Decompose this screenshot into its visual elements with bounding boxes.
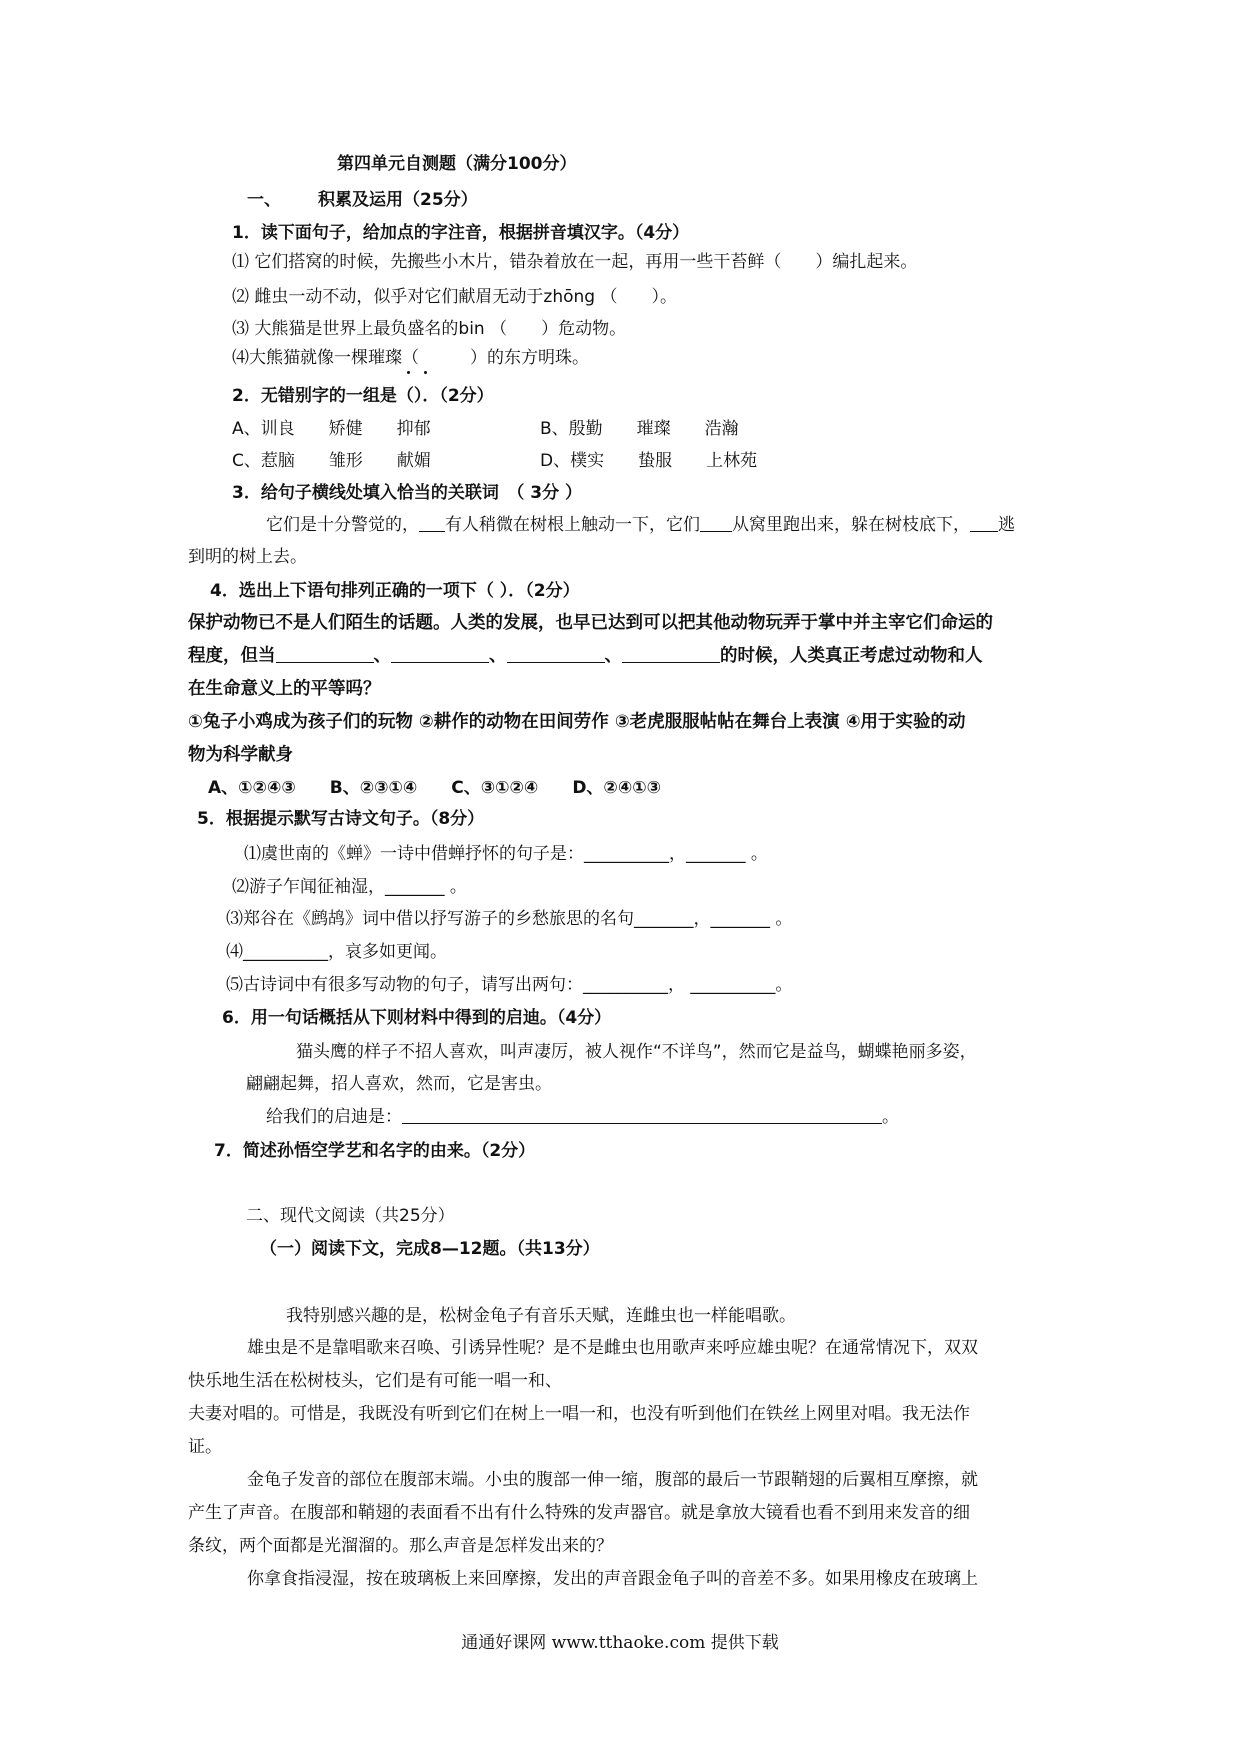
q4-stem: 4．选出上下语句排列正确的一项下（ ）．（2分）	[210, 581, 580, 601]
q7-stem: 7．简述孙悟空学艺和名字的由来。（2分）	[214, 1141, 536, 1161]
passage-p2-line2: 快乐地生活在松树枝头，它们是有可能一唱一和、	[188, 1371, 562, 1391]
q1-item-3: ⑶ 大熊猫是世界上最负盛名的bin （ ）危动物。	[232, 319, 627, 339]
q3-text-2: 有人稍微在树根上触动一下，它们	[445, 515, 700, 535]
q5-item-5: ⑸古诗词中有很多写动物的句子，请写出两句：__________， __________。	[226, 975, 793, 995]
page-title: 第四单元自测题（满分100分）	[337, 154, 577, 174]
q1-item-2: ⑵ 雌虫一动不动，似乎对它们献眉无动于zhōng （ ）。	[232, 287, 677, 307]
q6-answer-end: 。	[882, 1107, 899, 1127]
q3-blank-1[interactable]	[419, 515, 445, 532]
q4-text-start: 程度，但当	[188, 646, 276, 666]
q4-blank-3[interactable]	[507, 646, 605, 663]
q2-option-b: B、殷勤 璀璨 浩瀚	[540, 419, 739, 439]
emphasis-dot	[424, 371, 427, 374]
q4-blank-4[interactable]	[622, 646, 720, 663]
section-2-heading: 二、现代文阅读（共25分）	[246, 1206, 455, 1226]
section-2-subheading: （一）阅读下文，完成8—12题。（共13分）	[260, 1239, 600, 1259]
passage-p4-line1: 你拿食指浸湿，按在玻璃板上来回摩擦，发出的声音跟金龟子叫的音差不多。如果用橡皮在玻璃上	[247, 1569, 978, 1589]
q1-item-1: ⑴ 它们搭窝的时候，先搬些小木片，错杂着放在一起，再用一些干苔鲜（ ）编扎起来。	[232, 252, 918, 272]
q5-stem: 5．根据提示默写古诗文句子。（8分）	[197, 809, 485, 829]
q4-passage-line2	[188, 645, 983, 667]
q5-item-1: ⑴虞世南的《蝉》一诗中借蝉抒怀的句子是：__________，_______ 。	[244, 844, 768, 864]
q4-sep-3: 、	[604, 646, 622, 666]
q3-sentence-line2: 到明的树上去。	[188, 547, 307, 567]
q4-blank-1[interactable]	[276, 646, 374, 663]
emphasis-dot	[407, 371, 410, 374]
q5-item-3: ⑶郑谷在《鹧鸪》词中借以抒写游子的乡愁旅思的名句_______，_______ 。	[226, 909, 793, 929]
q4-choices-line1: ①兔子小鸡成为孩子们的玩物 ②耕作的动物在田间劳作 ③老虎服服帖帖在舞台上表演 ④用于实验的动	[188, 712, 966, 732]
q1-item-4: ⑷大熊猫就像一棵璀璨（ ）的东方明珠。	[232, 348, 589, 368]
section-1-heading: 积累及运用（25分）	[318, 190, 478, 210]
q2-option-a: A、训良 矫健 抑郁	[232, 419, 431, 439]
q2-option-c: C、惹脑 雏形 献媚	[232, 451, 431, 471]
q6-stem: 6．用一句话概括从下则材料中得到的启迪。（4分）	[222, 1008, 612, 1028]
q6-material-line2: 翩翩起舞，招人喜欢，然而，它是害虫。	[246, 1074, 552, 1094]
q3-blank-2[interactable]	[700, 515, 732, 532]
passage-p3-line2: 产生了声音。在腹部和鞘翅的表面看不出有什么特殊的发声器官。就是拿放大镜看也看不到用来发音的细	[188, 1503, 970, 1523]
q3-text-4: 逃	[998, 515, 1015, 535]
passage-p3-line3: 条纹，两个面都是光溜溜的。那么声音是怎样发出来的？	[188, 1536, 613, 1556]
passage-p2-line4: 证。	[188, 1437, 222, 1457]
q6-answer-line	[266, 1106, 899, 1128]
q2-stem: 2．无错别字的一组是（）．（2分）	[232, 386, 494, 406]
q5-item-2: ⑵游子乍闻征袖湿，_______ 。	[232, 877, 467, 897]
q4-sep-2: 、	[489, 646, 507, 666]
passage-p1: 我特别感兴趣的是，松树金龟子有音乐天赋，连雌虫也一样能唱歌。	[286, 1306, 796, 1326]
passage-p3-line1: 金龟子发音的部位在腹部末端。小虫的腹部一伸一缩，腹部的最后一节跟鞘翅的后翼相互摩擦，就	[247, 1470, 978, 1490]
q2-option-d: D、樸实 蛰服 上林苑	[540, 451, 758, 471]
q3-stem: 3．给句子横线处填入恰当的关联词 （ 3分 ）	[232, 483, 582, 503]
q5-item-4: ⑷__________，哀多如更闻。	[226, 942, 447, 962]
q6-answer-blank[interactable]	[402, 1107, 882, 1124]
q4-blank-2[interactable]	[391, 646, 489, 663]
passage-p2-line1: 雄虫是不是靠唱歌来召唤、引诱异性呢？是不是雌虫也用歌声来呼应雄虫呢？在通常情况下，双双	[247, 1338, 978, 1358]
q4-sep-1: 、	[373, 646, 391, 666]
section-1-number: 一、	[247, 190, 281, 210]
q1-stem: 1．读下面句子，给加点的字注音，根据拼音填汉字。（4分）	[232, 223, 690, 243]
q4-passage-line3: 在生命意义上的平等吗？	[188, 679, 381, 699]
q6-answer-label: 给我们的启迪是：	[266, 1107, 402, 1127]
q4-choices-line2: 物为科学献身	[188, 745, 293, 765]
passage-p2-line3: 夫妻对唱的。可惜是，我既没有听到它们在树上一唱一和，也没有听到他们在铁丝上网里对唱。我无法作	[188, 1404, 970, 1424]
q3-text-3: 从窝里跑出来，躲在树枝底下，	[732, 515, 970, 535]
page-footer: 通通好课网 www.tthaoke.com 提供下载	[461, 1633, 779, 1653]
q3-text-1: 它们是十分警觉的，	[266, 515, 419, 535]
q4-options: A、①②④③ B、②③①④ C、③①②④ D、②④①③	[208, 778, 661, 798]
q3-blank-3[interactable]	[970, 515, 998, 532]
q4-text-end: 的时候，人类真正考虑过动物和人	[720, 646, 983, 666]
q3-sentence-line1	[266, 514, 1015, 536]
q4-passage-line1: 保护动物已不是人们陌生的话题。人类的发展，也早已达到可以把其他动物玩弄于掌中并主宰它们命运的	[188, 613, 993, 633]
q6-material-line1: 猫头鹰的样子不招人喜欢，叫声凄厉，被人视作“不详鸟”，然而它是益鸟，蝴蝶艳丽多姿，	[296, 1042, 977, 1062]
